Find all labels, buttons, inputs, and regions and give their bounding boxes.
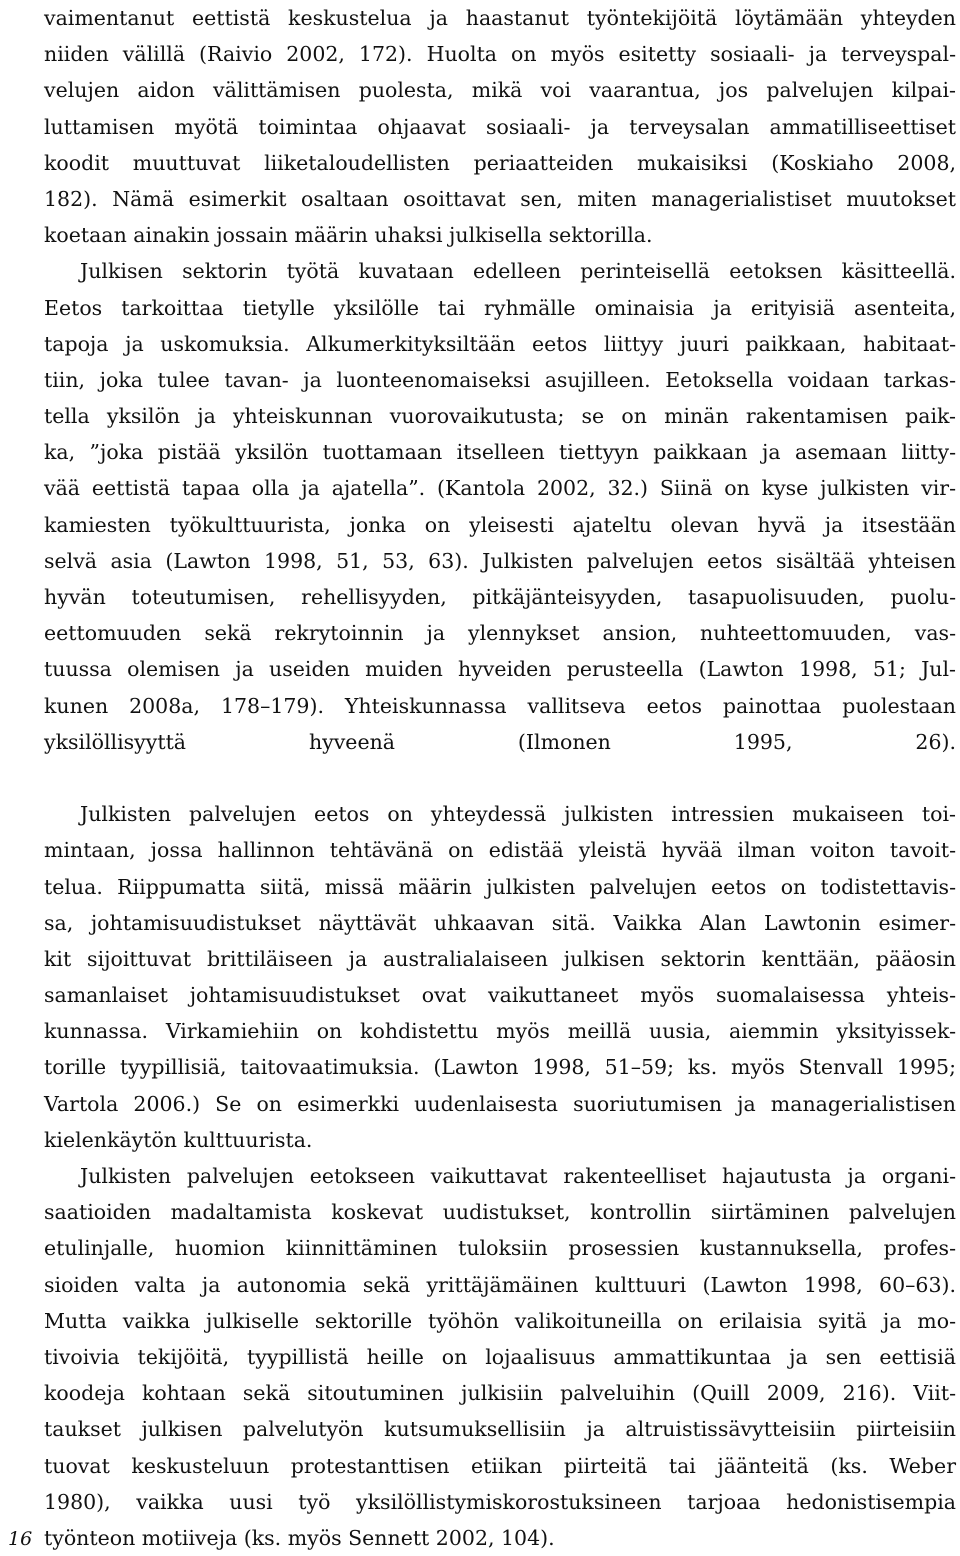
text-line: selvä asia (Lawton 1998, 51, 53, 63). Julkisten palvelujen eetos sisältää yhteisen [44,548,956,573]
text-line: taukset julkisen palvelutyön kutsumuksellisiin ja altruistissävytteisiin piirteisiin [44,1417,956,1442]
document-body [44,0,956,1556]
text-line: vaimentanut eettistä keskustelua ja haastanut työntekijöitä löytämään yhteyden [44,6,956,30]
text-line: kunen 2008a, 178–179). Yhteiskunnassa vallitseva eetos painottaa puolestaan [44,693,956,718]
paragraph-3 [44,796,956,1158]
text-line: 1980), vaikka uusi työ yksilöllistymiskorostuksineen tarjoaa hedonistisempia [44,1489,956,1514]
text-line: kielenkäytön kulttuurista. [44,1127,313,1152]
text-line: koodit muuttuvat liiketaloudellisten periaatteiden mukaisiksi (Koskiaho 2008, [44,150,956,175]
text-line: kunnassa. Virkamiehiin on kohdistettu myös meillä uusia, aiemmin yksityissek- [44,1019,956,1044]
text-line: vää eettistä tapaa olla ja ajatella”. (Kantola 2002, 32.) Siinä on kyse julkisten vir- [44,476,956,501]
text-line: Julkisten palvelujen eetokseen vaikuttavat rakenteelliset hajautusta ja organi- [80,1164,956,1188]
page-number: 16 [8,1528,33,1550]
text-line: tuovat keskusteluun protestanttisen etiikan piirteitä tai jäänteitä (ks. Weber [44,1453,956,1478]
text-line: ka, ”joka pistää yksilön tuottamaan itselleen tiettyyn paikkaan ja asemaan liitty- [44,440,956,465]
text-line: tapoja ja uskomuksia. Alkumerkityksiltään eetos liittyy juuri paikkaan, habitaat- [44,331,956,356]
text-line: koetaan ainakin jossain määrin uhaksi julkisella sektorilla. [44,223,653,248]
text-line: kamiesten työkulttuurista, jonka on yleisesti ajateltu olevan hyvä ja itsestään [44,512,956,537]
text-line: sioiden valta ja autonomia sekä yrittäjämäinen kulttuuri (Lawton 1998, 60–63). [44,1272,956,1297]
text-line: luttamisen myötä toimintaa ohjaavat sosiaali- ja terveysalan ammatilliseettiset [44,114,956,139]
text-line: etulinjalle, huomion kiinnittäminen tuloksiin prosessien kustannuksella, profes- [44,1236,956,1261]
text-line: Mutta vaikka julkiselle sektorille työhön valikoituneilla on erilaisia syitä ja mo- [44,1308,956,1333]
text-line: koodeja kohtaan sekä sitoutuminen julkisiin palveluihin (Quill 2009, 216). Viit- [44,1381,956,1406]
text-line: tivoivia tekijöitä, tyypillistä heille on lojaalisuus ammattikuntaa ja sen eettisiä [44,1344,956,1369]
text-line: yksilöllisyyttä hyveenä (Ilmonen 1995, 26). [44,729,956,754]
text-line: eettomuuden sekä rekrytoinnin ja ylennykset ansion, nuhteettomuuden, vas- [44,621,956,646]
text-line: saatioiden madaltamista koskevat uudistukset, kontrollin siirtäminen palvelujen [44,1200,956,1225]
text-line: velujen aidon välittämisen puolesta, mikä voi vaarantua, jos palvelujen kilpai- [44,78,956,103]
paragraph-2 [44,253,956,796]
text-line: tella yksilön ja yhteiskunnan vuorovaikutusta; se on minän rakentamisen paik- [44,404,956,429]
paragraph-1 [44,0,956,253]
text-line: telua. Riippumatta siitä, missä määrin julkisten palvelujen eetos on todistettavis- [44,874,956,899]
text-line: Vartola 2006.) Se on esimerkki uudenlaisesta suoriutumisen ja managerialistisen [44,1091,956,1116]
text-line: sa, johtamisuudistukset näyttävät uhkaavan sitä. Vaikka Alan Lawtonin esimer- [44,910,956,935]
text-line: työnteon motiiveja (ks. myös Sennett 2002, 104). [44,1525,555,1550]
paragraph-4 [44,1158,956,1556]
text-line: Julkisen sektorin työtä kuvataan edelleen perinteisellä eetoksen käsitteellä. [80,259,956,284]
text-line: Julkisten palvelujen eetos on yhteydessä julkisten intressien mukaiseen toi- [80,802,956,827]
text-line: Eetos tarkoittaa tietylle yksilölle tai ryhmälle ominaisia ja erityisiä asenteita, [44,295,956,320]
text-line: kit sijoittuvat brittiläiseen ja australialaiseen julkisen sektorin kenttään, pääosin [44,946,956,971]
text-line: hyvän toteutumisen, rehellisyyden, pitkäjänteisyyden, tasapuolisuuden, puolu- [44,585,956,609]
text-line: torille tyypillisiä, taitovaatimuksia. (Lawton 1998, 51–59; ks. myös Stenvall 1995; [44,1055,956,1080]
text-line: niiden välillä (Raivio 2002, 172). Huolta on myös esitetty sosiaali- ja terveyspal- [44,42,956,67]
text-line: 182). Nämä esimerkit osaltaan osoittavat sen, miten managerialistiset muutokset [44,186,956,211]
text-line: samanlaiset johtamisuudistukset ovat vaikuttaneet myös suomalaisessa yhteis- [44,983,956,1008]
text-line: tuussa olemisen ja useiden muiden hyveiden perusteella (Lawton 1998, 51; Jul- [44,657,956,682]
text-line [44,760,956,796]
text-line: mintaan, jossa hallinnon tehtävänä on edistää yleistä hyvää ilman voiton tavoit- [44,838,956,863]
text-line: tiin, joka tulee tavan- ja luonteenomaiseksi asujilleen. Eetoksella voidaan tarkas- [44,367,956,392]
